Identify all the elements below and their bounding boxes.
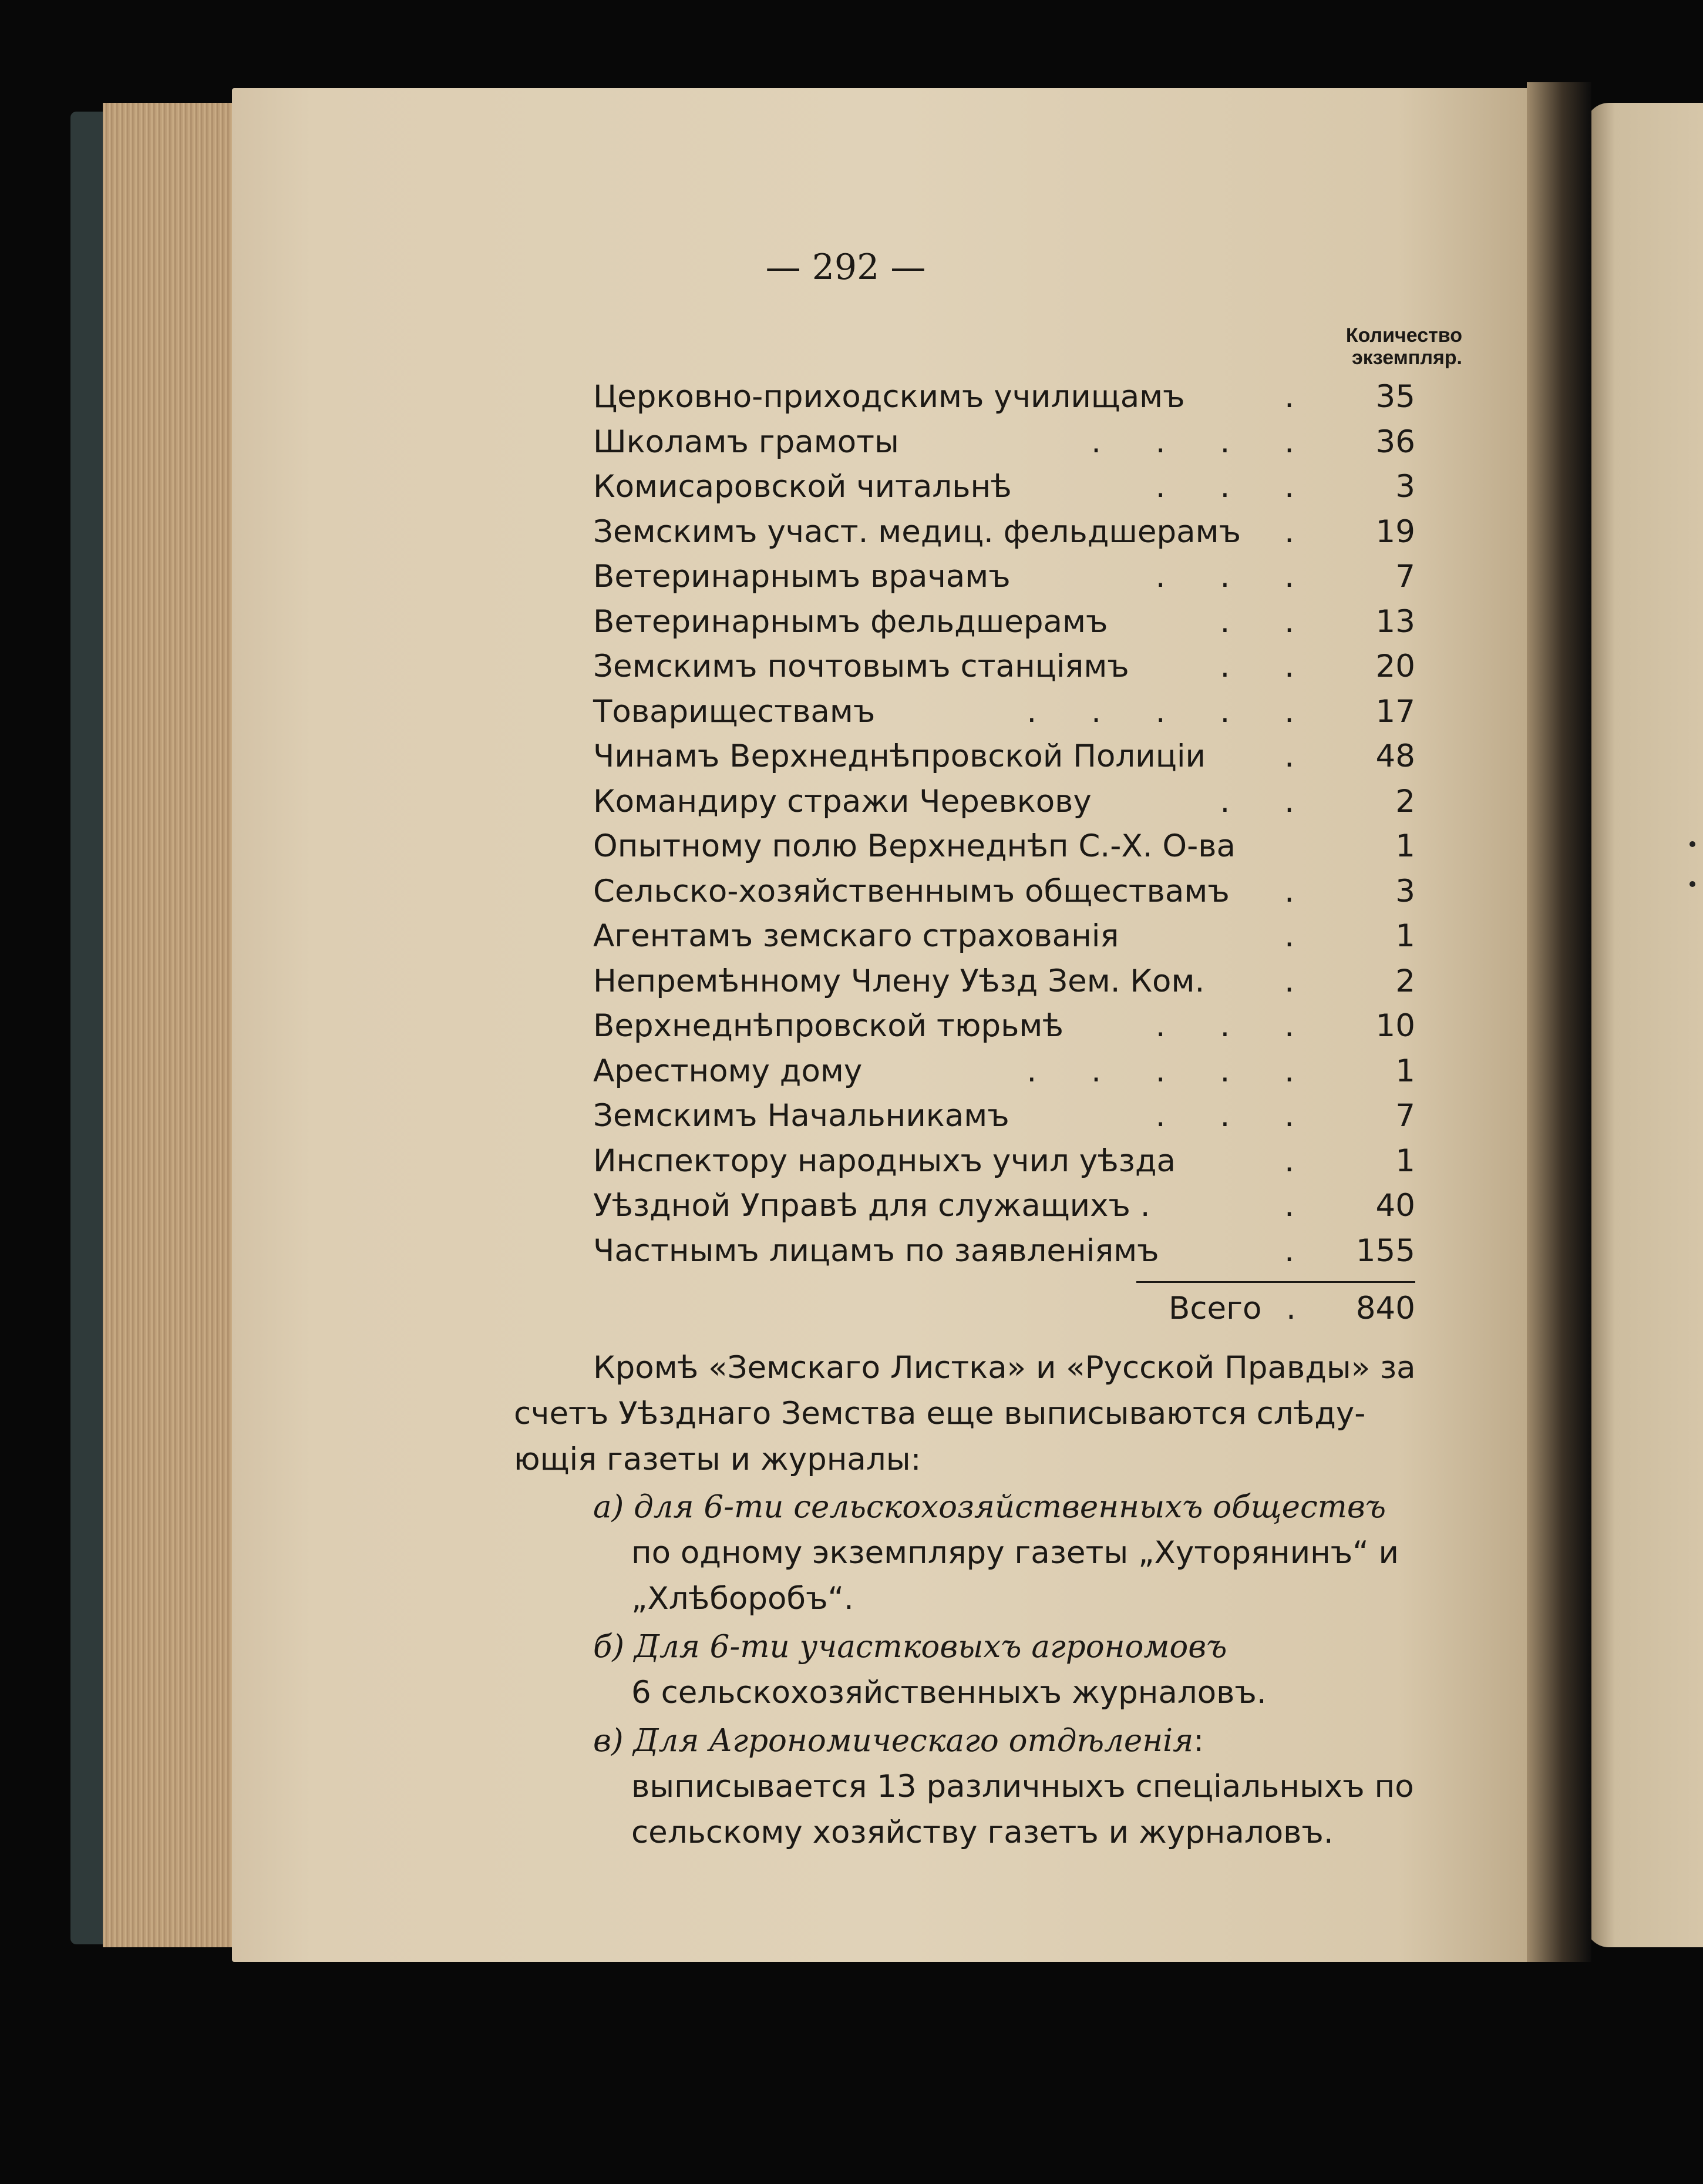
row-quantity: 17 [1375, 694, 1415, 730]
row-name: Товариществамъ [593, 694, 876, 730]
row-leader-dots: . [1284, 1233, 1317, 1269]
table-row [593, 690, 1409, 734]
list-marker: в) [593, 1723, 624, 1759]
row-name: Инспектору народныхъ учил уѣзда [593, 1143, 1176, 1179]
row-leader-dots: . [1284, 918, 1317, 954]
book-gutter [1527, 82, 1591, 1962]
list-item-title: Для Агрономическаго отдѣленія [633, 1723, 1194, 1759]
list-marker: а) [593, 1489, 624, 1525]
paragraph-line: Кромѣ «Земскаго Листка» и «Русской Правды» за [593, 1350, 1416, 1386]
table-row [593, 734, 1409, 779]
table-row [593, 375, 1409, 419]
table-row [593, 1184, 1409, 1228]
column-header-line1: Количество [1345, 324, 1462, 347]
table-row [593, 1094, 1409, 1138]
row-name: Агентамъ земскаго страхованія [593, 918, 1119, 954]
row-quantity: 3 [1395, 469, 1415, 505]
table-row [593, 465, 1409, 509]
list-item-title: Для 6-ти участковыхъ агрономовъ [634, 1629, 1227, 1665]
table-row [593, 869, 1409, 914]
row-name: Сельско-хозяйственнымъ обществамъ [593, 873, 1230, 909]
row-quantity: 7 [1395, 559, 1415, 594]
speck-mark [1689, 881, 1695, 887]
row-leader-dots: . . . [1155, 559, 1317, 594]
list-item-colon: : [1193, 1723, 1204, 1759]
row-name: Чинамъ Верхнеднѣпровской Полиціи [593, 738, 1206, 774]
row-name: Земскимъ почтовымъ станціямъ [593, 649, 1129, 684]
list-item-line: „Хлѣборобъ“. [631, 1581, 854, 1617]
row-name: Ветеринарнымъ врачамъ [593, 559, 1011, 594]
paragraph-line: ющія газеты и журналы: [514, 1442, 921, 1477]
total-dot: . [1286, 1291, 1296, 1326]
table-row [593, 600, 1409, 644]
table-row [593, 1229, 1409, 1274]
paragraph-line: счетъ Уѣзднаго Земства еще выписываются слѣду- [514, 1396, 1366, 1432]
row-quantity: 2 [1395, 784, 1415, 819]
page-number: — 292 — [765, 247, 926, 288]
list-item-title: для 6-ти сельскохозяйственныхъ обществъ [634, 1489, 1386, 1525]
row-name: Опытному полю Верхнеднѣп С.-Х. О-ва [593, 828, 1236, 864]
row-leader-dots: . . . [1155, 1098, 1317, 1134]
row-leader-dots: . . . [1155, 469, 1317, 505]
row-quantity: 1 [1395, 1053, 1415, 1089]
row-leader-dots: . . . . . [1026, 694, 1317, 730]
row-quantity: 20 [1375, 649, 1415, 684]
column-header [1292, 324, 1462, 369]
row-leader-dots: . [1284, 963, 1317, 999]
list-item-line: по одному экземпляру газеты „Хуторянинъ“ и [631, 1535, 1399, 1571]
row-leader-dots: . [1284, 1143, 1317, 1179]
row-leader-dots: . . . [1155, 1008, 1317, 1044]
table-row [593, 510, 1409, 555]
row-leader-dots: . [1284, 379, 1317, 415]
row-name: Ветеринарнымъ фельдшерамъ [593, 604, 1108, 640]
row-quantity: 10 [1375, 1008, 1415, 1044]
row-leader-dots: . . [1220, 649, 1317, 684]
table-row [593, 959, 1409, 1004]
row-quantity: 7 [1395, 1098, 1415, 1134]
speck-mark [1689, 841, 1695, 847]
list-item-b-heading [593, 1624, 1227, 1670]
row-name: Арестному дому [593, 1053, 863, 1089]
row-name: Непремѣнному Члену Уѣзд Зем. Ком. [593, 963, 1205, 999]
row-name: Верхнеднѣпровской тюрьмѣ [593, 1008, 1063, 1044]
table-row [593, 824, 1409, 869]
row-quantity: 1 [1395, 918, 1415, 954]
list-item-line: сельскому хозяйству газетъ и журналовъ. [631, 1815, 1334, 1850]
list-item-a-heading [593, 1484, 1386, 1530]
row-name: Комисаровской читальнѣ [593, 469, 1012, 505]
row-quantity: 36 [1375, 424, 1415, 460]
row-quantity: 19 [1375, 514, 1415, 550]
table-row [593, 644, 1409, 689]
row-name: Уѣздной Управѣ для служащихъ . [593, 1188, 1150, 1224]
table-row [593, 1139, 1409, 1184]
row-quantity: 155 [1355, 1233, 1415, 1269]
row-quantity: 40 [1375, 1188, 1415, 1224]
row-leader-dots: . [1284, 514, 1317, 550]
row-name: Командиру стражи Черевкову [593, 784, 1092, 819]
row-leader-dots: . . [1220, 784, 1317, 819]
total-label: Всего [1169, 1291, 1262, 1326]
table-row [593, 779, 1409, 824]
list-marker: б) [593, 1629, 625, 1665]
row-leader-dots: . . . . . [1026, 1053, 1317, 1089]
row-leader-dots: . . . . [1091, 424, 1317, 460]
row-quantity: 1 [1395, 828, 1415, 864]
facing-page-edge [1586, 103, 1703, 1947]
row-name: Школамъ грамоты [593, 424, 899, 460]
table-row [593, 555, 1409, 599]
row-leader-dots: . [1284, 1188, 1317, 1224]
page-stack-edges [103, 103, 244, 1947]
list-item-c-heading [593, 1718, 1204, 1764]
row-quantity: 35 [1375, 379, 1415, 415]
column-header-line2: экземпляр. [1351, 347, 1462, 369]
table-row [593, 1004, 1409, 1049]
list-item-line: 6 сельскохозяйственныхъ журналовъ. [631, 1675, 1267, 1711]
table-row [593, 914, 1409, 959]
table-row [593, 420, 1409, 465]
total-value: 840 [1355, 1291, 1415, 1326]
row-quantity: 1 [1395, 1143, 1415, 1179]
row-name: Церковно-приходскимъ училищамъ [593, 379, 1185, 415]
list-item-line: выписывается 13 различныхъ спеціальныхъ по [631, 1769, 1414, 1805]
row-leader-dots: . . [1220, 604, 1317, 640]
row-quantity: 48 [1375, 738, 1415, 774]
row-quantity: 13 [1375, 604, 1415, 640]
row-quantity: 3 [1395, 873, 1415, 909]
table-row [593, 1049, 1409, 1094]
row-name: Земскимъ Начальникамъ [593, 1098, 1009, 1134]
row-name: Частнымъ лицамъ по заявленіямъ [593, 1233, 1159, 1269]
row-quantity: 2 [1395, 963, 1415, 999]
row-leader-dots: . [1284, 873, 1317, 909]
row-leader-dots: . [1284, 738, 1317, 774]
total-rule [1136, 1281, 1415, 1283]
row-name: Земскимъ участ. медиц. фельдшерамъ [593, 514, 1241, 550]
